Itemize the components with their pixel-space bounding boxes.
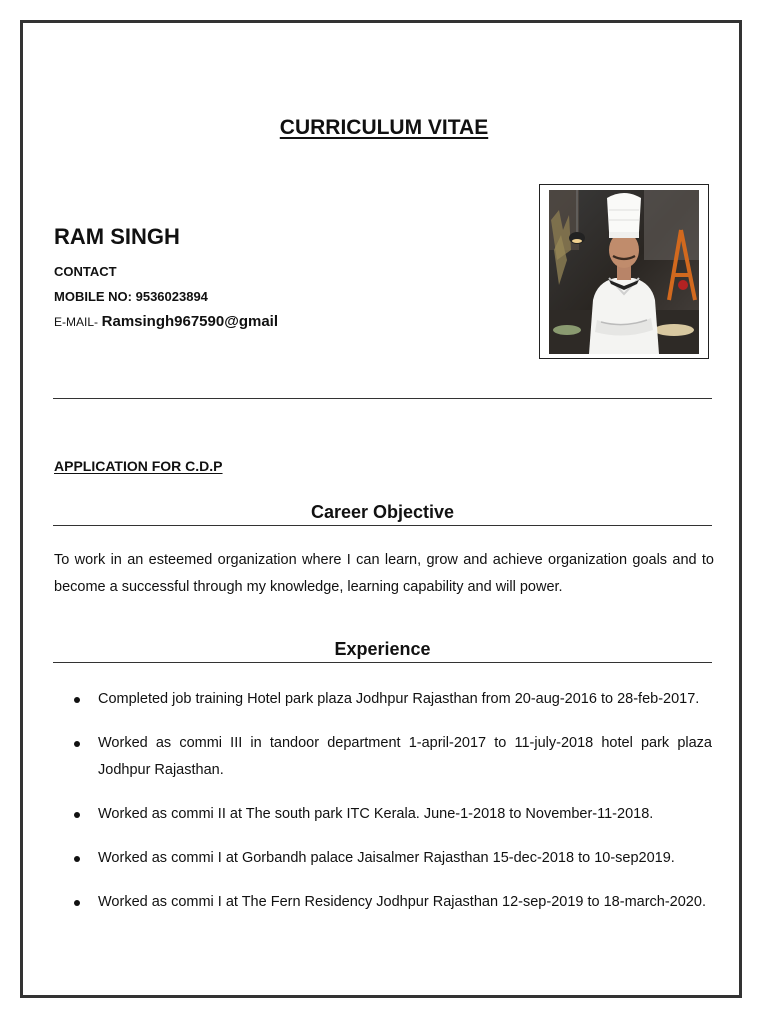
experience-text: Completed job training Hotel park plaza Jodhpur Rajasthan from 20-aug-2016 to 28-feb-2017.	[98, 691, 700, 707]
bullet-icon	[74, 697, 80, 703]
experience-text: Worked as commi I at The Fern Residency Jodhpur Rajasthan 12-sep-2019 to 18-march-2020.	[98, 894, 706, 910]
horizontal-divider	[53, 398, 712, 399]
email-label: E-MAIL-	[54, 315, 99, 329]
bullet-icon	[74, 812, 80, 818]
career-objective-heading: Career Objective	[53, 501, 712, 526]
application-title: APPLICATION FOR C.D.P	[54, 458, 223, 474]
mobile-number: MOBILE NO: 9536023894	[54, 289, 208, 304]
experience-list	[54, 686, 712, 933]
experience-text: Worked as commi II at The south park ITC Kerala. June-1-2018 to November-11-2018.	[98, 806, 654, 822]
bullet-icon	[74, 741, 80, 747]
experience-item	[54, 686, 712, 713]
email-address: Ramsingh967590@gmail	[101, 313, 279, 330]
document-title: CURRICULUM VITAE	[279, 116, 489, 139]
candidate-name: RAM SINGH	[54, 224, 180, 249]
experience-text: Worked as commi I at Gorbandh palace Jaisalmer Rajasthan 15-dec-2018 to 10-sep2019.	[98, 850, 675, 866]
contact-heading: CONTACT	[54, 264, 117, 279]
experience-heading: Experience	[53, 638, 712, 663]
bullet-icon	[74, 900, 80, 906]
career-objective-text: To work in an esteemed organization where I can learn, grow and achieve organization goals and to become a successful through my knowledge, learning capability and will power.	[54, 552, 714, 595]
profile-photo	[539, 184, 709, 359]
experience-text: Worked as commi III in tandoor department 1-april-2017 to 11-july-2018 hotel park plaza Jodhpur Rajasthan.	[98, 735, 712, 778]
experience-item	[54, 730, 712, 784]
experience-item	[54, 801, 712, 828]
chef-portrait-icon	[549, 190, 699, 354]
experience-item	[54, 845, 712, 872]
bullet-icon	[74, 856, 80, 862]
experience-item	[54, 889, 712, 916]
email-line	[54, 313, 278, 330]
